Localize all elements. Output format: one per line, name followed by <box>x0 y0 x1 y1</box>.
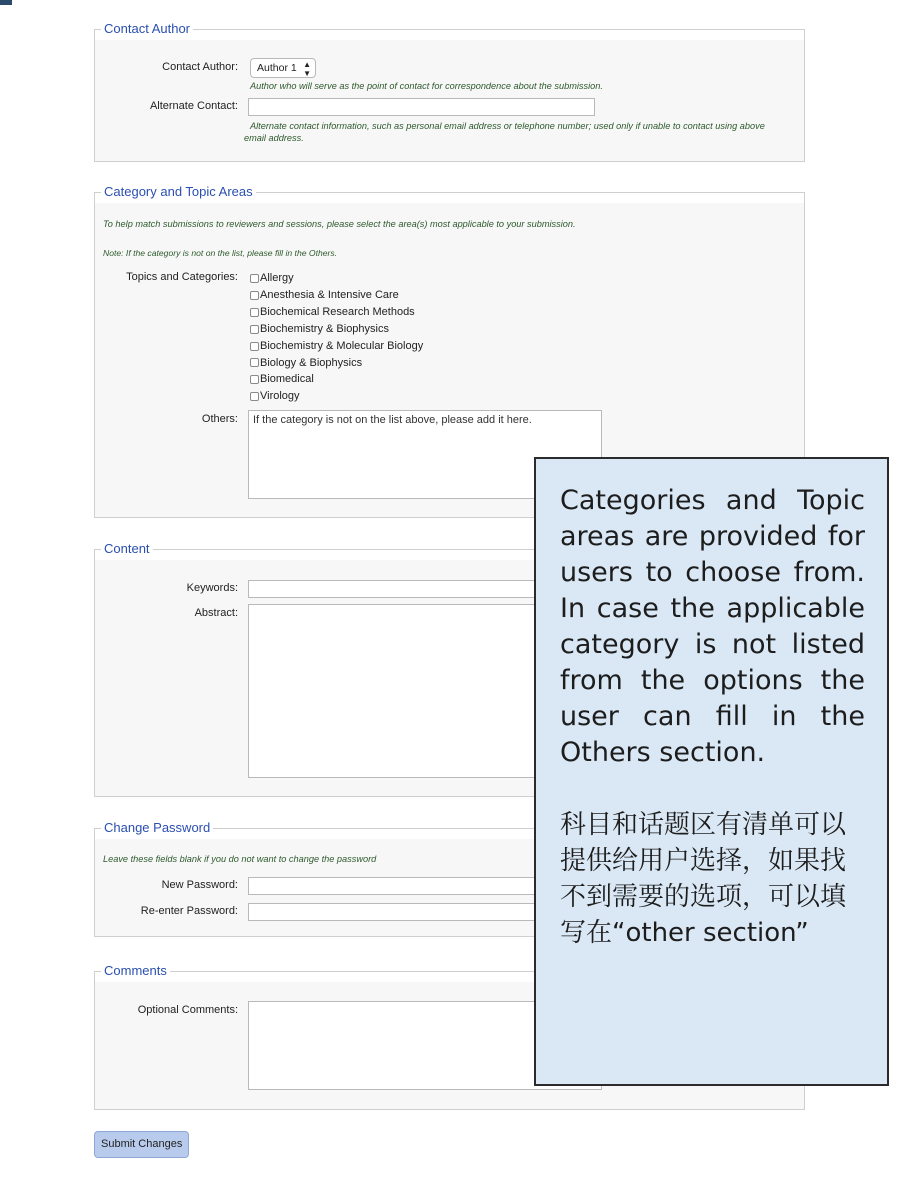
new-password-label: New Password: <box>161 879 238 891</box>
window-corner-marker <box>0 0 12 5</box>
topic-checkbox[interactable] <box>250 308 259 317</box>
topic-item-anesthesia[interactable]: Anesthesia & Intensive Care <box>250 287 423 304</box>
keywords-label: Keywords: <box>186 582 238 594</box>
category-legend: Category and Topic Areas <box>101 183 256 201</box>
annotation-callout <box>534 457 889 1086</box>
submit-changes-button[interactable]: Submit Changes <box>94 1131 189 1158</box>
reenter-password-label: Re-enter Password: <box>140 905 238 917</box>
topic-item-biomedical[interactable]: Biomedical <box>250 371 423 388</box>
category-note: Note: If the category is not on the list, please fill in the Others. <box>103 248 338 258</box>
keywords-input[interactable] <box>248 580 538 598</box>
topic-item-allergy[interactable]: Allergy <box>250 270 423 287</box>
contact-author-legend: Contact Author <box>101 20 193 38</box>
topic-checkbox[interactable] <box>250 375 259 384</box>
topic-checkbox[interactable] <box>250 291 259 300</box>
contact-author-label: Contact Author: <box>162 61 238 73</box>
topic-item-virology[interactable]: Virology <box>250 388 423 405</box>
alternate-contact-input[interactable] <box>248 98 595 116</box>
contact-author-select[interactable] <box>250 58 316 78</box>
others-label: Others: <box>201 413 238 425</box>
topic-checkbox[interactable] <box>250 392 259 401</box>
comments-legend: Comments <box>101 962 170 980</box>
new-password-input[interactable] <box>248 877 538 895</box>
topic-checkbox[interactable] <box>250 325 259 334</box>
optional-comments-label: Optional Comments: <box>137 1004 238 1016</box>
alternate-contact-label: Alternate Contact: <box>149 100 238 112</box>
select-arrows-icon: ▲ ▼ <box>303 60 311 78</box>
contact-author-note: Author who will serve as the point of contact for correspondence about the submission. <box>250 81 603 91</box>
topics-label: Topics and Categories: <box>126 271 238 283</box>
callout-chinese-text: 科目和话题区有清单可以提供给用户选择，如果找不到需要的选项，可以填写在“other section” <box>560 810 847 948</box>
callout-english-text: Categories and Topic areas are provided for users to choose from. In case the applicable category is not listed from the options the user can fill in the Others section. <box>560 485 865 768</box>
topic-item-biochemistry-biophysics[interactable]: Biochemistry & Biophysics <box>250 321 423 338</box>
reenter-password-input[interactable] <box>248 903 538 921</box>
password-note: Leave these fields blank if you do not want to change the password <box>103 854 377 864</box>
topics-list <box>250 270 423 405</box>
topic-item-biochemistry-molecular[interactable]: Biochemistry & Molecular Biology <box>250 338 423 355</box>
content-legend: Content <box>101 540 153 558</box>
contact-author-select-value: Author 1 <box>257 62 297 74</box>
topic-checkbox[interactable] <box>250 358 259 367</box>
topic-item-biochemical-research[interactable]: Biochemical Research Methods <box>250 304 423 321</box>
abstract-textarea[interactable] <box>248 604 538 778</box>
topic-checkbox[interactable] <box>250 274 259 283</box>
topic-item-biology-biophysics[interactable]: Biology & Biophysics <box>250 355 423 372</box>
category-intro: To help match submissions to reviewers and sessions, please select the area(s) most applicable to your submission. <box>103 219 576 229</box>
topic-checkbox[interactable] <box>250 342 259 351</box>
change-password-legend: Change Password <box>101 819 213 837</box>
alternate-contact-note: Alternate contact information, such as personal email address or telephone number; used only if unable to contact using above email address. <box>244 121 765 143</box>
abstract-label: Abstract: <box>194 607 238 619</box>
